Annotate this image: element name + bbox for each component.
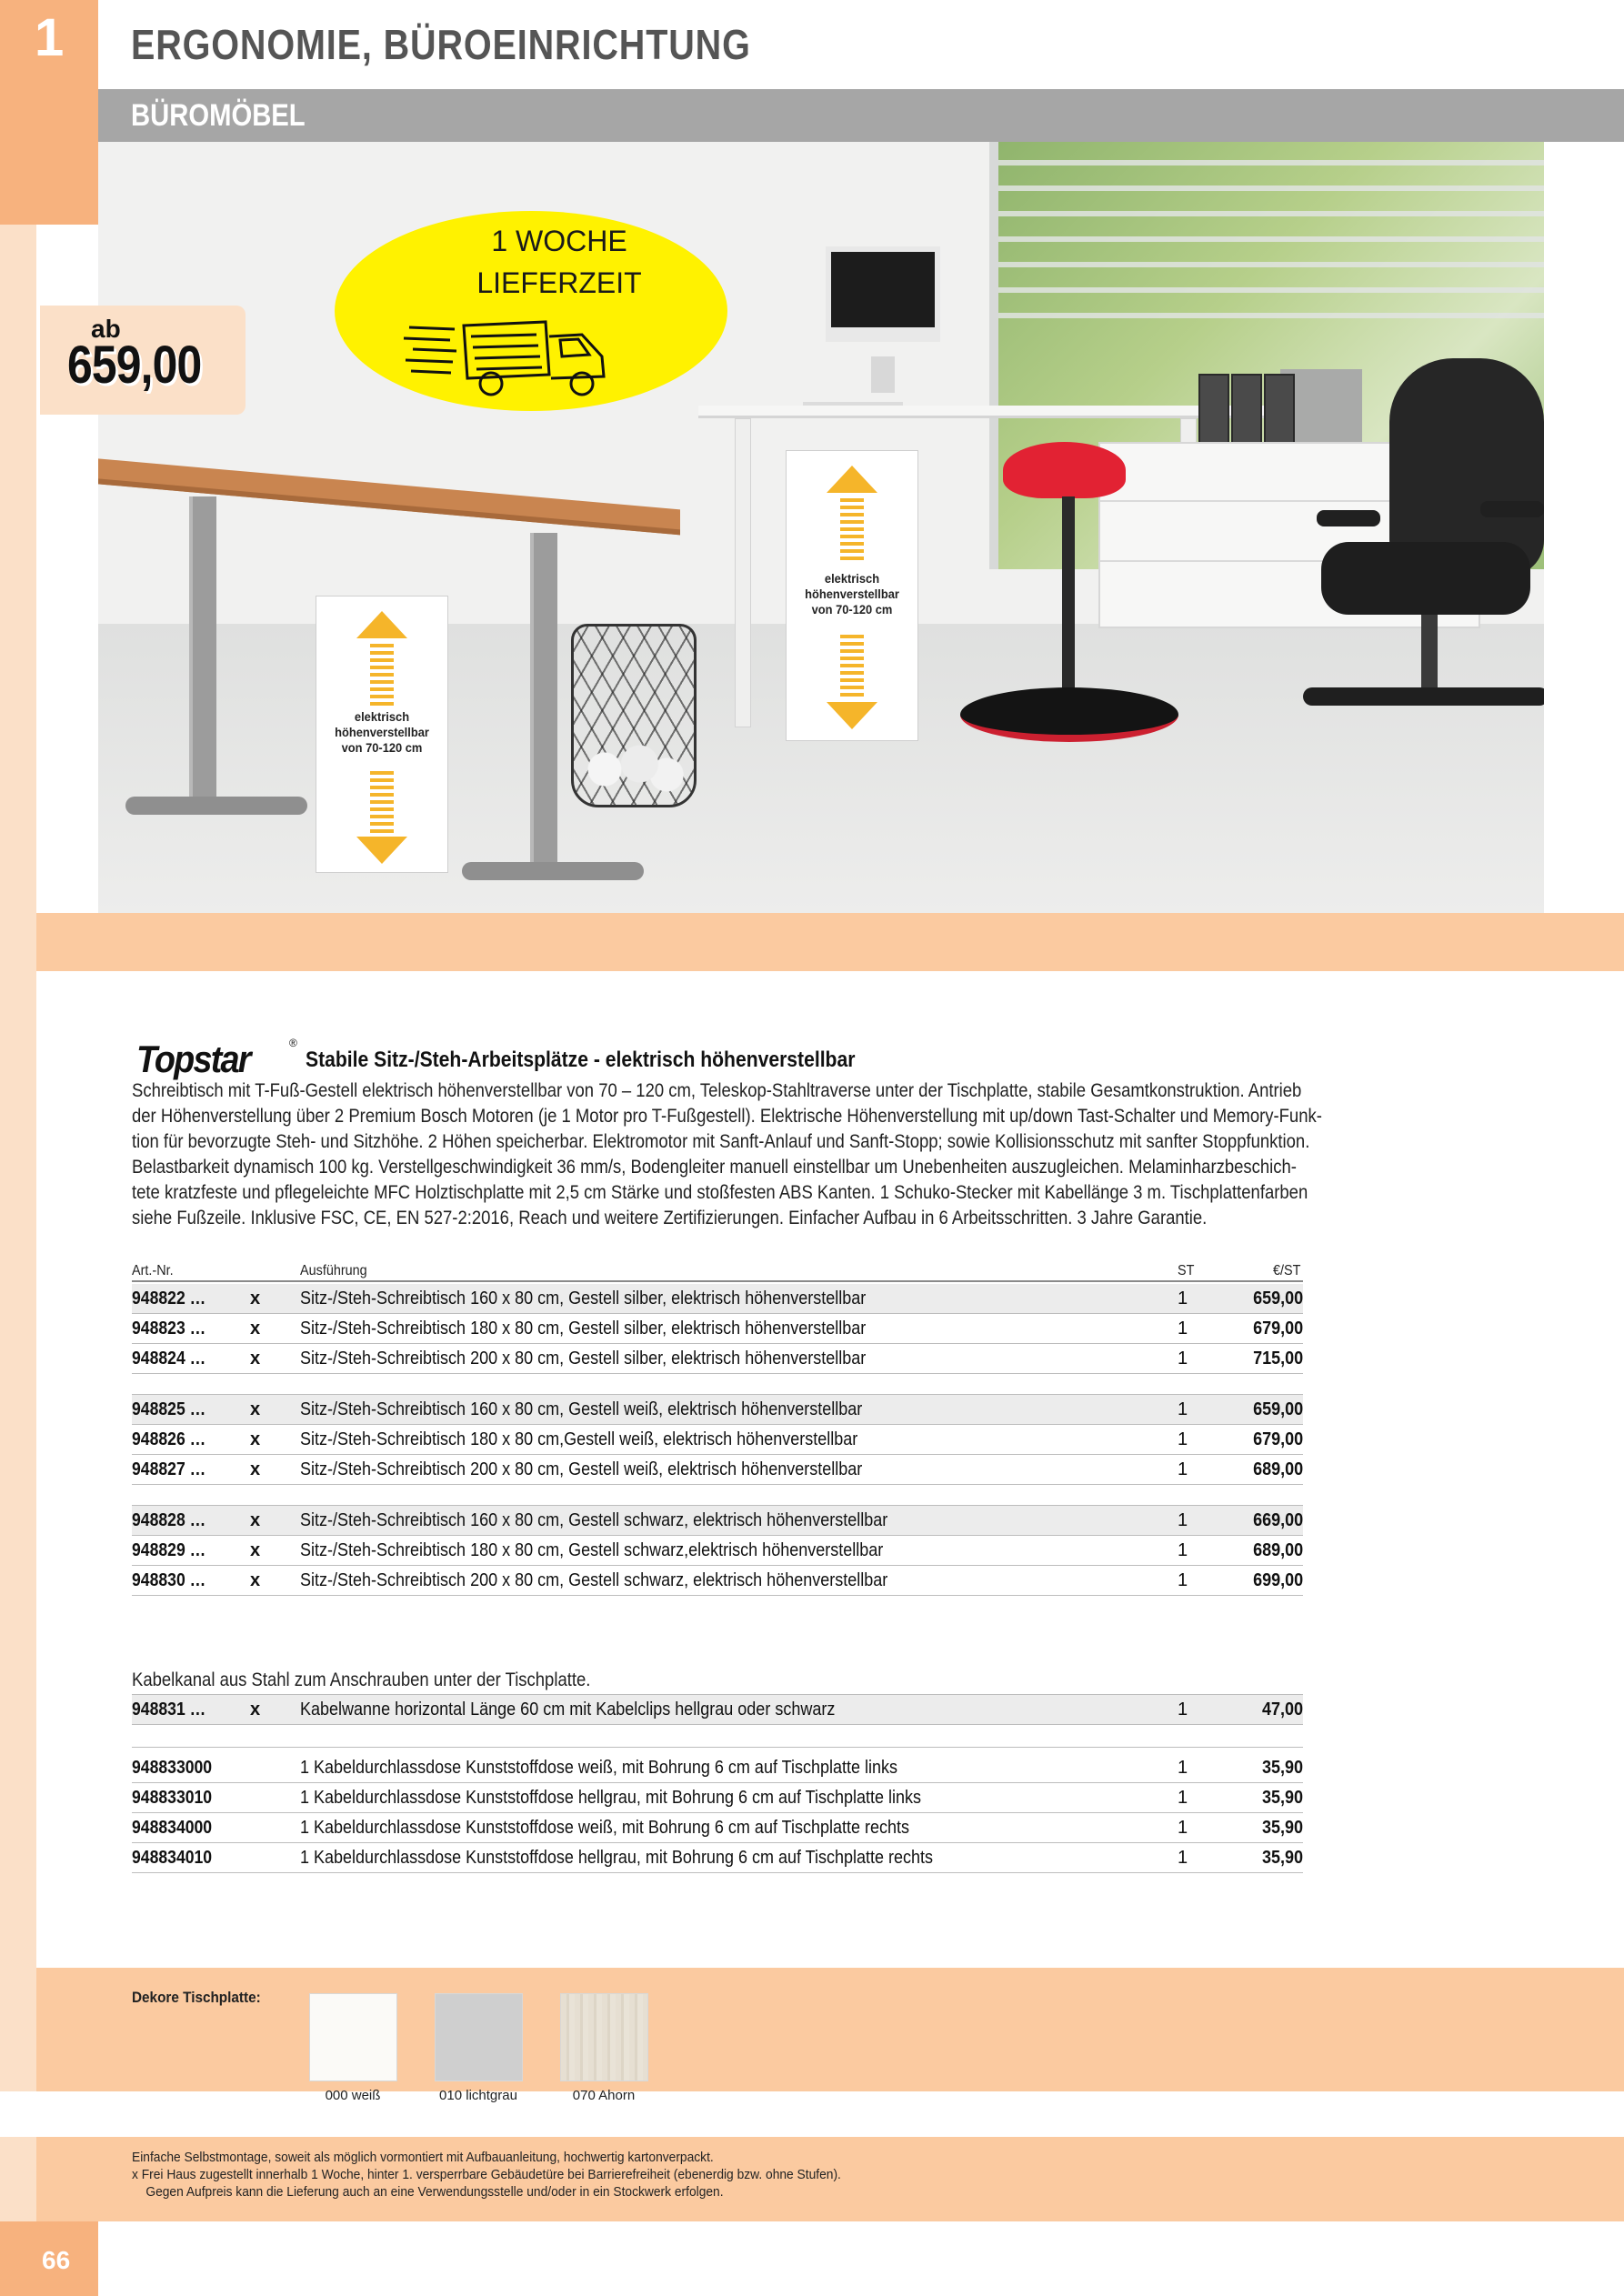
article-unit: 1 [1178, 1570, 1188, 1590]
article-price: 689,00 [1252, 1540, 1303, 1560]
col-header-desc: Ausführung [300, 1263, 367, 1278]
article-description: Sitz-/Steh-Schreibtisch 160 x 80 cm, Gestell silber, elektrisch höhenverstellbar [300, 1288, 867, 1308]
height-callout-left [316, 596, 448, 873]
orange-band [36, 913, 1624, 971]
description-line: der Höhenverstellung über 2 Premium Bosch Motoren (je 1 Motor pro T-Fußgestell). Elektrische Höhenverstellung mit up/down Tast-Schalter und Memory-Funk- [132, 1106, 1322, 1127]
article-unit: 1 [1178, 1758, 1188, 1778]
article-price: 669,00 [1252, 1510, 1303, 1530]
table-row [132, 1344, 1303, 1373]
article-unit: 1 [1178, 1510, 1188, 1530]
article-number: 948833010 [132, 1788, 213, 1808]
col-header-price: €/ST [1273, 1263, 1301, 1278]
footer-note: Einfache Selbstmontage, soweit als möglich vormontiert mit Aufbauanleitung, hochwertig kartonverpackt. [132, 2150, 714, 2165]
product-title: Stabile Sitz-/Steh-Arbeitsplätze - elektrisch höhenverstellbar [306, 1048, 856, 1072]
white-desk-leg [735, 418, 751, 727]
arrow-up-icon [356, 611, 407, 638]
article-number: 948827 … [132, 1459, 206, 1479]
table-row [132, 1566, 1303, 1595]
page-title: ERGONOMIE, BÜROEINRICHTUNG [131, 21, 751, 68]
paper-balls [585, 742, 685, 797]
row-divider [132, 1373, 1303, 1374]
delivery-text: 1 WOCHE [491, 225, 627, 257]
article-price: 679,00 [1252, 1318, 1303, 1338]
swatch-white [309, 1993, 397, 2081]
monitor [826, 246, 940, 342]
article-description: 1 Kabeldurchlassdose Kunststoffdose weiß, mit Bohrung 6 cm auf Tischplatte links [300, 1758, 898, 1778]
cable-intro: Kabelkanal aus Stahl zum Anschrauben unter der Tischplatte. [132, 1669, 591, 1690]
delivery-text: LIEFERZEIT [476, 266, 642, 299]
article-unit: 1 [1178, 1459, 1188, 1479]
arrow-shaft-icon [840, 498, 864, 562]
article-number: 948834000 [132, 1818, 213, 1838]
article-number: 948824 … [132, 1349, 206, 1369]
article-price: 47,00 [1261, 1699, 1303, 1719]
callout-line: höhenverstellbar [805, 587, 899, 601]
delivery-mark: x [250, 1540, 261, 1560]
row-divider [132, 1595, 1303, 1596]
stool-post [1062, 496, 1075, 697]
left-edge-strip [0, 0, 36, 2296]
article-price: 35,90 [1261, 1848, 1303, 1868]
page-number: 66 [42, 2246, 71, 2274]
row-divider [132, 1484, 1303, 1485]
decor-label: Dekore Tischplatte: [132, 1989, 261, 2006]
article-number: 948831 … [132, 1699, 206, 1719]
article-description: Kabelwanne horizontal Länge 60 cm mit Kabelclips hellgrau oder schwarz [300, 1699, 836, 1719]
height-callout-right [786, 450, 918, 741]
footer-note: Gegen Aufpreis kann die Lieferung auch an eine Verwendungsstelle und/oder in ein Stockwerk erfolgen. [132, 2184, 724, 2200]
table-row [132, 1284, 1303, 1313]
table-row [132, 1695, 1303, 1724]
table-row [132, 1425, 1303, 1454]
row-divider [132, 1747, 1303, 1748]
header-rule [132, 1280, 1303, 1282]
callout-line: elektrisch [824, 571, 880, 586]
delivery-truck-icon [400, 309, 646, 400]
arrow-shaft-icon [370, 771, 394, 835]
description-line: tion für bevorzugte Steh- und Sitzhöhe. 2 Höhen speicherbar. Elektromotor mit Sanft-Anlauf und Sanft-Stopp; sowie Kollisionsschutz mit sanfter Stoppfunktion. [132, 1131, 1310, 1152]
table-row [132, 1314, 1303, 1343]
article-unit: 1 [1178, 1788, 1188, 1808]
article-description: Sitz-/Steh-Schreibtisch 180 x 80 cm,Gestell weiß, elektrisch höhenverstellbar [300, 1429, 858, 1449]
swatch-caption: 010 lichtgrau [439, 2088, 517, 2103]
article-price: 715,00 [1252, 1349, 1303, 1369]
article-number: 948833000 [132, 1758, 213, 1778]
delivery-mark: x [250, 1699, 261, 1719]
article-description: Sitz-/Steh-Schreibtisch 200 x 80 cm, Gestell weiß, elektrisch höhenverstellbar [300, 1459, 863, 1479]
description-line: Belastbarkeit dynamisch 100 kg. Verstellgeschwindigkeit 36 mm/s, Bodengleiter manuell einstellbar um Unebenheiten auszugleichen. Melaminharzbeschich- [132, 1157, 1297, 1178]
article-description: Sitz-/Steh-Schreibtisch 160 x 80 cm, Gestell weiß, elektrisch höhenverstellbar [300, 1399, 863, 1419]
table-row [132, 1506, 1303, 1535]
article-number: 948834010 [132, 1848, 213, 1868]
arrow-shaft-icon [840, 635, 864, 698]
article-description: 1 Kabeldurchlassdose Kunststoffdose weiß, mit Bohrung 6 cm auf Tischplatte rechts [300, 1818, 910, 1838]
binder [1198, 374, 1229, 445]
col-header-st: ST [1178, 1263, 1195, 1278]
article-unit: 1 [1178, 1349, 1188, 1369]
article-unit: 1 [1178, 1399, 1188, 1419]
description-line: siehe Fußzeile. Inklusive FSC, CE, EN 527-2:2016, Reach und weitere Zertifizierungen. Einfacher Aufbau in 6 Arbeitsschritten. 3 Jahre Garantie. [132, 1208, 1208, 1228]
callout-line: von 70-120 cm [811, 602, 893, 617]
article-price: 699,00 [1252, 1570, 1303, 1590]
table-row [132, 1536, 1303, 1565]
table-row [132, 1395, 1303, 1424]
arrow-up-icon [827, 466, 877, 493]
delivery-mark: x [250, 1349, 261, 1369]
section-title: BÜROMÖBEL [131, 98, 306, 133]
article-number: 948822 … [132, 1288, 206, 1308]
article-unit: 1 [1178, 1429, 1188, 1449]
description-line: tete kratzfeste und pflegeleichte MFC Holztischplatte mit 2,5 cm Stärke und stoßfesten ABS Kanten. 1 Schuko-Stecker mit Kabellänge 3 m. Tischplattenfarben [132, 1182, 1308, 1203]
stool-base [960, 687, 1178, 742]
article-price: 35,90 [1261, 1758, 1303, 1778]
article-number: 948823 … [132, 1318, 206, 1338]
swatch-caption: 000 weiß [325, 2088, 381, 2103]
article-number: 948830 … [132, 1570, 206, 1590]
article-price: 659,00 [1252, 1399, 1303, 1419]
table-row [132, 1783, 1303, 1812]
delivery-mark: x [250, 1288, 261, 1308]
article-price: 679,00 [1252, 1429, 1303, 1449]
article-number: 948829 … [132, 1540, 206, 1560]
article-description: Sitz-/Steh-Schreibtisch 200 x 80 cm, Gestell silber, elektrisch höhenverstellbar [300, 1349, 867, 1369]
red-stool-seat [1003, 442, 1126, 498]
row-divider [132, 1872, 1303, 1873]
article-unit: 1 [1178, 1818, 1188, 1838]
footer-note: x Frei Haus zugestellt innerhalb 1 Woche, hinter 1. versperrbare Gebäudetüre bei Barrierefreiheit (ebenerdig bzw. ohne Stufen). [132, 2167, 841, 2182]
section-bar [98, 89, 1624, 142]
decor-band [36, 1968, 1624, 2091]
office-chair-arm [1317, 510, 1380, 526]
desk-leg-silver [189, 496, 216, 806]
article-number: 948826 … [132, 1429, 206, 1449]
swatch-light-grey [435, 1993, 523, 2081]
article-description: Sitz-/Steh-Schreibtisch 200 x 80 cm, Gestell schwarz, elektrisch höhenverstellbar [300, 1570, 888, 1590]
delivery-mark: x [250, 1318, 261, 1338]
article-unit: 1 [1178, 1288, 1188, 1308]
office-chair-post [1421, 615, 1438, 697]
table-row [132, 1455, 1303, 1484]
delivery-mark: x [250, 1399, 261, 1419]
office-chair-arm [1480, 501, 1544, 517]
binder [1264, 374, 1295, 445]
article-price: 659,00 [1252, 1288, 1303, 1308]
desk-foot [125, 797, 307, 815]
desk-foot [462, 862, 644, 880]
swatch-caption: 070 Ahorn [572, 2088, 636, 2103]
callout-line: elektrisch [354, 709, 410, 724]
article-description: 1 Kabeldurchlassdose Kunststoffdose hellgrau, mit Bohrung 6 cm auf Tischplatte rechts [300, 1848, 934, 1868]
registered-mark: ® [289, 1037, 297, 1049]
monitor-stand [871, 356, 895, 393]
desk-leg-silver [530, 533, 557, 869]
price-from: 659,00 [67, 336, 202, 395]
col-header-art: Art.-Nr. [132, 1263, 174, 1278]
office-chair-base [1303, 687, 1544, 706]
article-description: Sitz-/Steh-Schreibtisch 180 x 80 cm, Gestell silber, elektrisch höhenverstellbar [300, 1318, 867, 1338]
row-divider [132, 1724, 1303, 1725]
table-row [132, 1843, 1303, 1872]
article-price: 689,00 [1252, 1459, 1303, 1479]
article-price: 35,90 [1261, 1818, 1303, 1838]
brand-logo: Topstar [136, 1038, 250, 1080]
article-unit: 1 [1178, 1540, 1188, 1560]
callout-line: von 70-120 cm [341, 740, 423, 755]
chapter-number: 1 [35, 8, 65, 67]
article-unit: 1 [1178, 1848, 1188, 1868]
article-number: 948825 … [132, 1399, 206, 1419]
article-number: 948828 … [132, 1510, 206, 1530]
article-description: 1 Kabeldurchlassdose Kunststoffdose hellgrau, mit Bohrung 6 cm auf Tischplatte links [300, 1788, 922, 1808]
delivery-mark: x [250, 1429, 261, 1449]
callout-line: höhenverstellbar [335, 725, 429, 739]
table-row [132, 1813, 1303, 1842]
office-chair-seat [1321, 542, 1530, 615]
arrow-shaft-icon [370, 644, 394, 707]
arrow-down-icon [827, 702, 877, 729]
article-description: Sitz-/Steh-Schreibtisch 180 x 80 cm, Gestell schwarz,elektrisch höhenverstellbar [300, 1540, 884, 1560]
delivery-mark: x [250, 1459, 261, 1479]
decor-caption-strip [0, 2091, 1624, 2137]
arrow-down-icon [356, 837, 407, 864]
table-row [132, 1753, 1303, 1782]
swatch-maple [560, 1993, 648, 2081]
price-prefix: ab [91, 315, 121, 343]
description-line: Schreibtisch mit T-Fuß-Gestell elektrisch höhenverstellbar von 70 – 120 cm, Teleskop-Stahltraverse unter der Tischplatte, stabile Gesamtkonstruktion. Antrieb [132, 1080, 1302, 1101]
delivery-mark: x [250, 1510, 261, 1530]
article-unit: 1 [1178, 1699, 1188, 1719]
article-description: Sitz-/Steh-Schreibtisch 160 x 80 cm, Gestell schwarz, elektrisch höhenverstellbar [300, 1510, 888, 1530]
binder [1231, 374, 1262, 445]
article-price: 35,90 [1261, 1788, 1303, 1808]
article-unit: 1 [1178, 1318, 1188, 1338]
delivery-mark: x [250, 1570, 261, 1590]
